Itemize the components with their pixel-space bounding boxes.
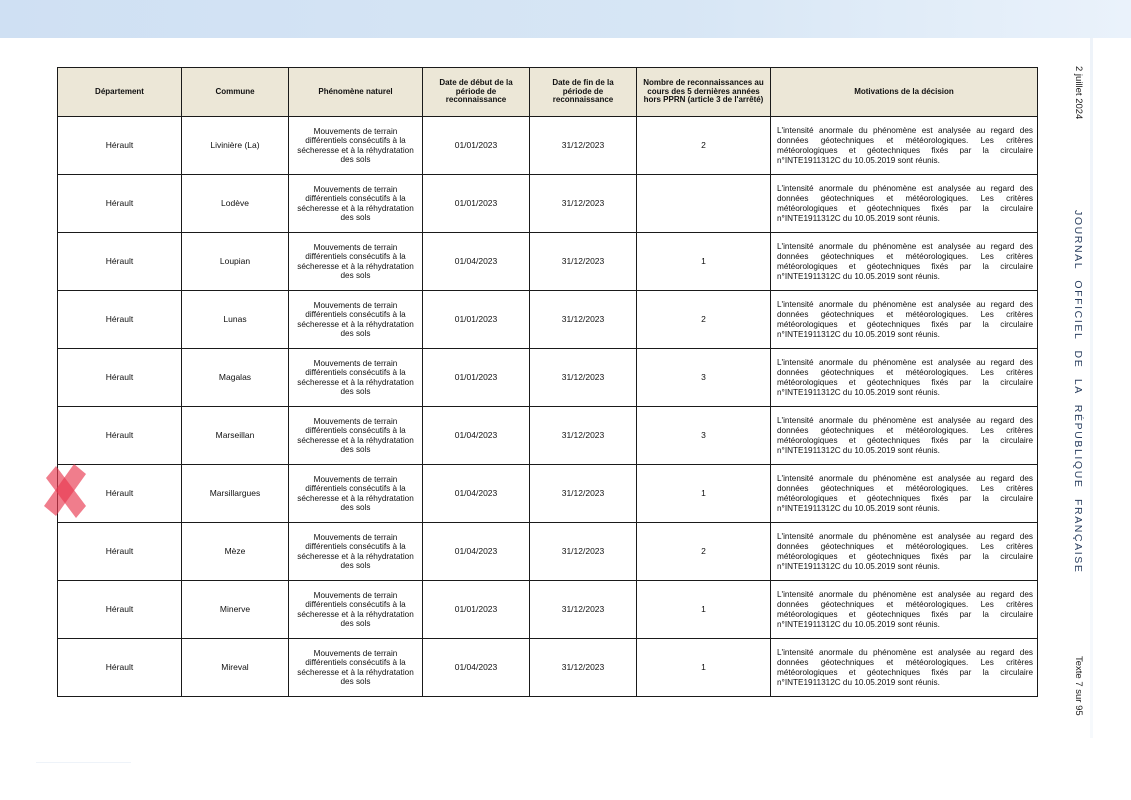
journal-title: JOURNAL OFFICIEL DE LA RÉPUBLIQUE FRANÇAISE	[1072, 210, 1084, 574]
cell-phenomene: Mouvements de terrain différentiels consécutifs à la sécheresse et à la réhydratation des sols	[289, 407, 423, 465]
table-row	[58, 639, 1038, 697]
cell-commune: Mèze	[182, 523, 289, 581]
cell-commune: Lunas	[182, 291, 289, 349]
cell-departement: Hérault	[58, 117, 182, 175]
page-info: Texte 7 sur 95	[1073, 656, 1084, 716]
table-row	[58, 175, 1038, 233]
cell-motivation: L'intensité anormale du phénomène est analysée au regard des données géotechniques et météorologiques. Les critères météorologiques et géotechniques fixés par la circulaire n°INTE1911312C du 10.05.2019 sont réunis.	[771, 175, 1038, 233]
col-header-motivations: Motivations de la décision	[771, 68, 1038, 117]
cell-nombre	[637, 175, 771, 233]
red-x-mark-icon	[44, 462, 88, 518]
cell-nombre: 1	[637, 581, 771, 639]
cell-motivation: L'intensité anormale du phénomène est analysée au regard des données géotechniques et météorologiques. Les critères météorologiques et géotechniques fixés par la circulaire n°INTE1911312C du 10.05.2019 sont réunis.	[771, 639, 1038, 697]
cell-departement: Hérault	[58, 349, 182, 407]
cell-phenomene: Mouvements de terrain différentiels consécutifs à la sécheresse et à la réhydratation des sols	[289, 233, 423, 291]
cell-date-debut: 01/01/2023	[423, 349, 530, 407]
cell-commune: Loupian	[182, 233, 289, 291]
cell-nombre: 1	[637, 233, 771, 291]
table-row	[58, 465, 1038, 523]
cell-date-debut: 01/04/2023	[423, 639, 530, 697]
cell-commune: Minerve	[182, 581, 289, 639]
cell-date-fin: 31/12/2023	[530, 639, 637, 697]
col-header-departement: Département	[58, 68, 182, 117]
table-body	[58, 117, 1038, 697]
cell-commune: Magalas	[182, 349, 289, 407]
table-row	[58, 117, 1038, 175]
cell-motivation: L'intensité anormale du phénomène est analysée au regard des données géotechniques et météorologiques. Les critères météorologiques et géotechniques fixés par la circulaire n°INTE1911312C du 10.05.2019 sont réunis.	[771, 465, 1038, 523]
cell-departement: Hérault	[58, 465, 182, 523]
table-row	[58, 581, 1038, 639]
cell-date-fin: 31/12/2023	[530, 233, 637, 291]
cell-motivation: L'intensité anormale du phénomène est analysée au regard des données géotechniques et météorologiques. Les critères météorologiques et géotechniques fixés par la circulaire n°INTE1911312C du 10.05.2019 sont réunis.	[771, 233, 1038, 291]
cell-phenomene: Mouvements de terrain différentiels consécutifs à la sécheresse et à la réhydratation des sols	[289, 117, 423, 175]
cell-phenomene: Mouvements de terrain différentiels consécutifs à la sécheresse et à la réhydratation des sols	[289, 175, 423, 233]
cell-phenomene: Mouvements de terrain différentiels consécutifs à la sécheresse et à la réhydratation des sols	[289, 581, 423, 639]
cell-date-debut: 01/01/2023	[423, 291, 530, 349]
table-row	[58, 233, 1038, 291]
cell-phenomene: Mouvements de terrain différentiels consécutifs à la sécheresse et à la réhydratation des sols	[289, 523, 423, 581]
cell-date-fin: 31/12/2023	[530, 291, 637, 349]
top-band	[0, 0, 1131, 38]
cell-nombre: 3	[637, 407, 771, 465]
cell-commune: Livinière (La)	[182, 117, 289, 175]
cell-departement: Hérault	[58, 407, 182, 465]
table-row	[58, 523, 1038, 581]
cell-departement: Hérault	[58, 233, 182, 291]
cell-date-fin: 31/12/2023	[530, 523, 637, 581]
cell-date-fin: 31/12/2023	[530, 117, 637, 175]
cell-commune: Lodève	[182, 175, 289, 233]
cell-departement: Hérault	[58, 291, 182, 349]
cell-motivation: L'intensité anormale du phénomène est analysée au regard des données géotechniques et météorologiques. Les critères météorologiques et géotechniques fixés par la circulaire n°INTE1911312C du 10.05.2019 sont réunis.	[771, 581, 1038, 639]
cell-motivation: L'intensité anormale du phénomène est analysée au regard des données géotechniques et météorologiques. Les critères météorologiques et géotechniques fixés par la circulaire n°INTE1911312C du 10.05.2019 sont réunis.	[771, 117, 1038, 175]
cell-phenomene: Mouvements de terrain différentiels consécutifs à la sécheresse et à la réhydratation des sols	[289, 291, 423, 349]
cell-date-fin: 31/12/2023	[530, 581, 637, 639]
cell-date-debut: 01/04/2023	[423, 523, 530, 581]
sheet-edge	[1090, 38, 1093, 738]
cell-nombre: 2	[637, 291, 771, 349]
table-row	[58, 349, 1038, 407]
col-header-date-debut: Date de début de la période de reconnaissance	[423, 68, 530, 117]
cell-departement: Hérault	[58, 581, 182, 639]
faint-divider	[36, 762, 131, 763]
col-header-phenomene: Phénomène naturel	[289, 68, 423, 117]
cell-nombre: 2	[637, 117, 771, 175]
cell-date-debut: 01/04/2023	[423, 407, 530, 465]
cell-phenomene: Mouvements de terrain différentiels consécutifs à la sécheresse et à la réhydratation des sols	[289, 639, 423, 697]
cell-phenomene: Mouvements de terrain différentiels consécutifs à la sécheresse et à la réhydratation des sols	[289, 349, 423, 407]
cell-motivation: L'intensité anormale du phénomène est analysée au regard des données géotechniques et météorologiques. Les critères météorologiques et géotechniques fixés par la circulaire n°INTE1911312C du 10.05.2019 sont réunis.	[771, 349, 1038, 407]
col-header-date-fin: Date de fin de la période de reconnaissance	[530, 68, 637, 117]
cell-departement: Hérault	[58, 175, 182, 233]
cell-date-fin: 31/12/2023	[530, 407, 637, 465]
col-header-nombre: Nombre de reconnaissances au cours des 5 dernières années hors PPRN (article 3 de l'arrêté)	[637, 68, 771, 117]
publication-date: 2 juillet 2024	[1073, 66, 1084, 120]
table-row	[58, 291, 1038, 349]
header-row	[58, 68, 1038, 117]
cell-departement: Hérault	[58, 639, 182, 697]
cell-commune: Marsillargues	[182, 465, 289, 523]
cell-date-debut: 01/01/2023	[423, 117, 530, 175]
cell-commune: Mireval	[182, 639, 289, 697]
cell-phenomene: Mouvements de terrain différentiels consécutifs à la sécheresse et à la réhydratation des sols	[289, 465, 423, 523]
table-header	[58, 68, 1038, 117]
cell-date-fin: 31/12/2023	[530, 175, 637, 233]
cell-date-debut: 01/04/2023	[423, 465, 530, 523]
cell-nombre: 1	[637, 465, 771, 523]
cell-motivation: L'intensité anormale du phénomène est analysée au regard des données géotechniques et météorologiques. Les critères météorologiques et géotechniques fixés par la circulaire n°INTE1911312C du 10.05.2019 sont réunis.	[771, 523, 1038, 581]
cell-commune: Marseillan	[182, 407, 289, 465]
cell-nombre: 3	[637, 349, 771, 407]
col-header-commune: Commune	[182, 68, 289, 117]
cell-motivation: L'intensité anormale du phénomène est analysée au regard des données géotechniques et météorologiques. Les critères météorologiques et géotechniques fixés par la circulaire n°INTE1911312C du 10.05.2019 sont réunis.	[771, 291, 1038, 349]
cell-motivation: L'intensité anormale du phénomène est analysée au regard des données géotechniques et météorologiques. Les critères météorologiques et géotechniques fixés par la circulaire n°INTE1911312C du 10.05.2019 sont réunis.	[771, 407, 1038, 465]
cell-date-debut: 01/04/2023	[423, 233, 530, 291]
recognition-table	[57, 67, 1038, 697]
cell-date-debut: 01/01/2023	[423, 175, 530, 233]
cell-date-fin: 31/12/2023	[530, 465, 637, 523]
cell-departement: Hérault	[58, 523, 182, 581]
cell-date-fin: 31/12/2023	[530, 349, 637, 407]
cell-date-debut: 01/01/2023	[423, 581, 530, 639]
table-row	[58, 407, 1038, 465]
cell-nombre: 1	[637, 639, 771, 697]
cell-nombre: 2	[637, 523, 771, 581]
